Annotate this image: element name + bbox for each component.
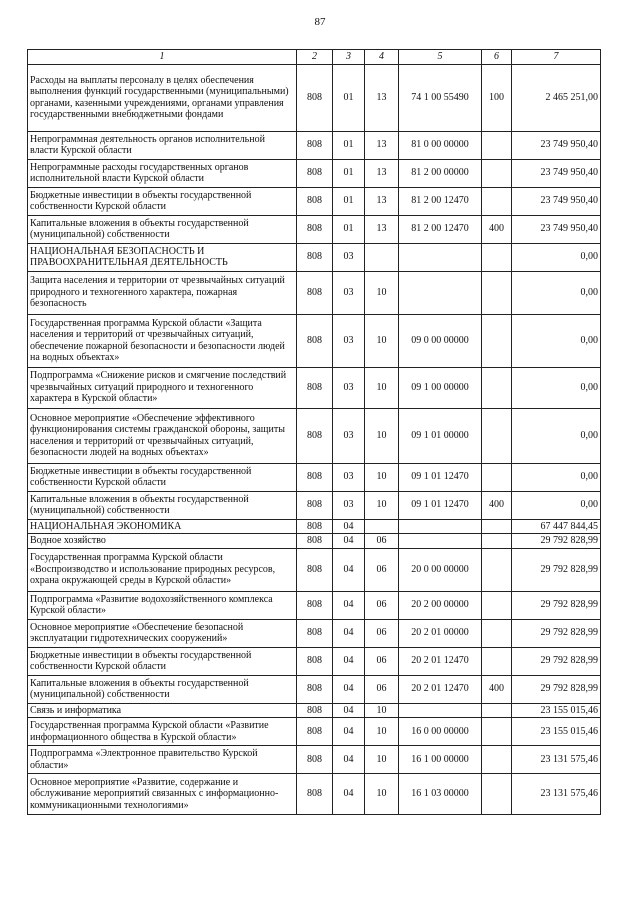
table-row	[28, 64, 601, 131]
row-name-cell: Подпрограмма «Развитие водохозяйственного комплекса Курской области»	[28, 591, 297, 619]
admin-code-cell: 808	[297, 746, 333, 774]
expense-type-cell	[482, 271, 512, 314]
section-cell: 03	[333, 367, 365, 408]
subsection-cell	[365, 519, 399, 534]
row-name-cell: Бюджетные инвестиции в объекты государственной собственности Курской области	[28, 463, 297, 491]
subsection-cell: 10	[365, 314, 399, 367]
header-row	[28, 50, 601, 65]
admin-code-cell: 808	[297, 534, 333, 549]
admin-code-cell: 808	[297, 675, 333, 703]
amount-cell: 0,00	[512, 463, 601, 491]
amount-cell: 23 155 015,46	[512, 703, 601, 718]
subsection-cell: 10	[365, 271, 399, 314]
amount-cell: 29 792 828,99	[512, 534, 601, 549]
section-cell: 04	[333, 534, 365, 549]
admin-code-cell: 808	[297, 367, 333, 408]
row-name-cell: Основное мероприятие «Развитие, содержание и обслуживание мероприятий связанных с информационно-коммуникационными технологиями»	[28, 774, 297, 815]
row-name-cell: Государственная программа Курской области «Воспроизводство и использование природных ресурсов, охрана окружающей среды в Курской области»	[28, 548, 297, 591]
row-name-cell: Водное хозяйство	[28, 534, 297, 549]
section-cell: 01	[333, 215, 365, 243]
table-row	[28, 215, 601, 243]
expense-type-cell	[482, 647, 512, 675]
section-cell: 03	[333, 271, 365, 314]
section-cell: 04	[333, 548, 365, 591]
expense-type-cell	[482, 314, 512, 367]
amount-cell: 0,00	[512, 314, 601, 367]
amount-cell: 23 155 015,46	[512, 718, 601, 746]
row-name-cell: Подпрограмма «Электронное правительство Курской области»	[28, 746, 297, 774]
table-row	[28, 159, 601, 187]
section-cell: 01	[333, 64, 365, 131]
section-cell: 03	[333, 314, 365, 367]
subsection-cell: 10	[365, 408, 399, 463]
subsection-cell: 13	[365, 159, 399, 187]
amount-cell: 23 749 950,40	[512, 159, 601, 187]
row-name-cell: Непрограммная деятельность органов исполнительной власти Курской области	[28, 131, 297, 159]
target-article-cell	[399, 534, 482, 549]
target-article-cell: 16 1 00 00000	[399, 746, 482, 774]
subsection-cell: 10	[365, 491, 399, 519]
amount-cell: 29 792 828,99	[512, 675, 601, 703]
table-row	[28, 519, 601, 534]
target-article-cell: 09 1 01 00000	[399, 408, 482, 463]
expense-type-cell: 400	[482, 675, 512, 703]
table-row	[28, 187, 601, 215]
expense-type-cell	[482, 534, 512, 549]
subsection-cell: 06	[365, 548, 399, 591]
expense-type-cell	[482, 159, 512, 187]
target-article-cell	[399, 271, 482, 314]
table-row	[28, 774, 601, 815]
amount-cell: 29 792 828,99	[512, 591, 601, 619]
admin-code-cell: 808	[297, 408, 333, 463]
table-row	[28, 647, 601, 675]
subsection-cell: 06	[365, 647, 399, 675]
target-article-cell: 20 2 00 00000	[399, 591, 482, 619]
header-cell: 6	[482, 50, 512, 65]
subsection-cell: 06	[365, 591, 399, 619]
target-article-cell: 20 0 00 00000	[399, 548, 482, 591]
header-cell: 7	[512, 50, 601, 65]
amount-cell: 0,00	[512, 408, 601, 463]
table-row	[28, 703, 601, 718]
admin-code-cell: 808	[297, 131, 333, 159]
section-cell: 01	[333, 187, 365, 215]
target-article-cell: 81 0 00 00000	[399, 131, 482, 159]
header-cell: 1	[28, 50, 297, 65]
row-name-cell: Государственная программа Курской области «Защита населения и территорий от чрезвычайных ситуаций, обеспечение пожарной безопасности и безопасности людей на водных объектах»	[28, 314, 297, 367]
section-cell: 03	[333, 491, 365, 519]
header-cell: 5	[399, 50, 482, 65]
row-name-cell: Капитальные вложения в объекты государственной (муниципальной) собственности	[28, 675, 297, 703]
admin-code-cell: 808	[297, 159, 333, 187]
expense-type-cell	[482, 718, 512, 746]
subsection-cell	[365, 243, 399, 271]
target-article-cell	[399, 519, 482, 534]
target-article-cell	[399, 243, 482, 271]
target-article-cell: 20 2 01 00000	[399, 619, 482, 647]
target-article-cell	[399, 703, 482, 718]
expense-type-cell	[482, 774, 512, 815]
section-cell: 04	[333, 647, 365, 675]
section-cell: 03	[333, 408, 365, 463]
header-cell: 2	[297, 50, 333, 65]
target-article-cell: 20 2 01 12470	[399, 675, 482, 703]
target-article-cell: 81 2 00 12470	[399, 187, 482, 215]
section-cell: 04	[333, 718, 365, 746]
subsection-cell: 13	[365, 131, 399, 159]
table-row	[28, 243, 601, 271]
amount-cell: 23 749 950,40	[512, 131, 601, 159]
admin-code-cell: 808	[297, 187, 333, 215]
amount-cell: 0,00	[512, 367, 601, 408]
row-name-cell: Основное мероприятие «Обеспечение эффективного функционирования системы гражданской обороны, защиты населения и территорий от чрезвычайных ситуаций, безопасности людей на водных объектах»	[28, 408, 297, 463]
section-cell: 04	[333, 619, 365, 647]
target-article-cell: 81 2 00 00000	[399, 159, 482, 187]
target-article-cell: 09 1 01 12470	[399, 463, 482, 491]
table-row	[28, 718, 601, 746]
target-article-cell: 09 0 00 00000	[399, 314, 482, 367]
admin-code-cell: 808	[297, 647, 333, 675]
row-name-cell: Бюджетные инвестиции в объекты государственной собственности Курской области	[28, 647, 297, 675]
amount-cell: 2 465 251,00	[512, 64, 601, 131]
table-row	[28, 534, 601, 549]
expense-type-cell	[482, 519, 512, 534]
section-cell: 04	[333, 591, 365, 619]
subsection-cell: 06	[365, 619, 399, 647]
row-name-cell: Связь и информатика	[28, 703, 297, 718]
admin-code-cell: 808	[297, 703, 333, 718]
expense-type-cell: 400	[482, 215, 512, 243]
amount-cell: 0,00	[512, 243, 601, 271]
table-row	[28, 408, 601, 463]
amount-cell: 23 749 950,40	[512, 187, 601, 215]
subsection-cell: 13	[365, 215, 399, 243]
expense-type-cell	[482, 243, 512, 271]
header-cell: 4	[365, 50, 399, 65]
expense-type-cell	[482, 591, 512, 619]
expense-type-cell	[482, 619, 512, 647]
expense-type-cell	[482, 131, 512, 159]
expense-type-cell	[482, 746, 512, 774]
expense-type-cell	[482, 408, 512, 463]
subsection-cell: 06	[365, 534, 399, 549]
table-row	[28, 131, 601, 159]
amount-cell: 29 792 828,99	[512, 647, 601, 675]
amount-cell: 0,00	[512, 271, 601, 314]
section-cell: 04	[333, 519, 365, 534]
budget-table	[27, 49, 601, 815]
target-article-cell: 16 1 03 00000	[399, 774, 482, 815]
amount-cell: 29 792 828,99	[512, 548, 601, 591]
row-name-cell: Бюджетные инвестиции в объекты государственной собственности Курской области	[28, 187, 297, 215]
admin-code-cell: 808	[297, 774, 333, 815]
expense-type-cell: 100	[482, 64, 512, 131]
table-row	[28, 314, 601, 367]
expense-type-cell	[482, 548, 512, 591]
table-row	[28, 675, 601, 703]
row-name-cell: НАЦИОНАЛЬНАЯ БЕЗОПАСНОСТЬ И ПРАВООХРАНИТЕЛЬНАЯ ДЕЯТЕЛЬНОСТЬ	[28, 243, 297, 271]
section-cell: 01	[333, 159, 365, 187]
section-cell: 03	[333, 463, 365, 491]
admin-code-cell: 808	[297, 243, 333, 271]
section-cell: 04	[333, 746, 365, 774]
table-row	[28, 367, 601, 408]
admin-code-cell: 808	[297, 314, 333, 367]
expense-type-cell: 400	[482, 491, 512, 519]
amount-cell: 29 792 828,99	[512, 619, 601, 647]
row-name-cell: Капитальные вложения в объекты государственной (муниципальной) собственности	[28, 491, 297, 519]
table-row	[28, 746, 601, 774]
table-row	[28, 491, 601, 519]
row-name-cell: Защита населения и территории от чрезвычайных ситуаций природного и техногенного характера, пожарная безопасность	[28, 271, 297, 314]
admin-code-cell: 808	[297, 548, 333, 591]
table-row	[28, 548, 601, 591]
amount-cell: 67 447 844,45	[512, 519, 601, 534]
admin-code-cell: 808	[297, 215, 333, 243]
target-article-cell: 74 1 00 55490	[399, 64, 482, 131]
admin-code-cell: 808	[297, 591, 333, 619]
target-article-cell: 09 1 01 12470	[399, 491, 482, 519]
admin-code-cell: 808	[297, 64, 333, 131]
table-row	[28, 271, 601, 314]
admin-code-cell: 808	[297, 491, 333, 519]
amount-cell: 23 131 575,46	[512, 746, 601, 774]
section-cell: 04	[333, 703, 365, 718]
table-row	[28, 463, 601, 491]
table-row	[28, 591, 601, 619]
admin-code-cell: 808	[297, 519, 333, 534]
admin-code-cell: 808	[297, 718, 333, 746]
row-name-cell: Непрограммные расходы государственных органов исполнительной власти Курской области	[28, 159, 297, 187]
expense-type-cell	[482, 463, 512, 491]
subsection-cell: 06	[365, 675, 399, 703]
subsection-cell: 13	[365, 187, 399, 215]
target-article-cell: 20 2 01 12470	[399, 647, 482, 675]
target-article-cell: 81 2 00 12470	[399, 215, 482, 243]
expense-type-cell	[482, 187, 512, 215]
section-cell: 01	[333, 131, 365, 159]
admin-code-cell: 808	[297, 619, 333, 647]
header-cell: 3	[333, 50, 365, 65]
admin-code-cell: 808	[297, 463, 333, 491]
expense-type-cell	[482, 367, 512, 408]
admin-code-cell: 808	[297, 271, 333, 314]
section-cell: 04	[333, 675, 365, 703]
target-article-cell: 09 1 00 00000	[399, 367, 482, 408]
page-number: 87	[314, 16, 326, 28]
target-article-cell: 16 0 00 00000	[399, 718, 482, 746]
row-name-cell: Расходы на выплаты персоналу в целях обеспечения выполнения функций государственными (муниципальными) органами, казенными учреждениями, органами управления государственными внебюджетными фондами	[28, 64, 297, 131]
amount-cell: 23 749 950,40	[512, 215, 601, 243]
row-name-cell: НАЦИОНАЛЬНАЯ ЭКОНОМИКА	[28, 519, 297, 534]
subsection-cell: 10	[365, 718, 399, 746]
expense-type-cell	[482, 703, 512, 718]
row-name-cell: Основное мероприятие «Обеспечение безопасной эксплуатации гидротехнических сооружений»	[28, 619, 297, 647]
row-name-cell: Государственная программа Курской области «Развитие информационного общества в Курской области»	[28, 718, 297, 746]
row-name-cell: Подпрограмма «Снижение рисков и смягчение последствий чрезвычайных ситуаций природного и техногенного характера в Курской области»	[28, 367, 297, 408]
subsection-cell: 10	[365, 703, 399, 718]
subsection-cell: 10	[365, 367, 399, 408]
subsection-cell: 13	[365, 64, 399, 131]
subsection-cell: 10	[365, 774, 399, 815]
amount-cell: 0,00	[512, 491, 601, 519]
table-row	[28, 619, 601, 647]
subsection-cell: 10	[365, 746, 399, 774]
section-cell: 04	[333, 774, 365, 815]
section-cell: 03	[333, 243, 365, 271]
subsection-cell: 10	[365, 463, 399, 491]
row-name-cell: Капитальные вложения в объекты государственной (муниципальной) собственности	[28, 215, 297, 243]
amount-cell: 23 131 575,46	[512, 774, 601, 815]
